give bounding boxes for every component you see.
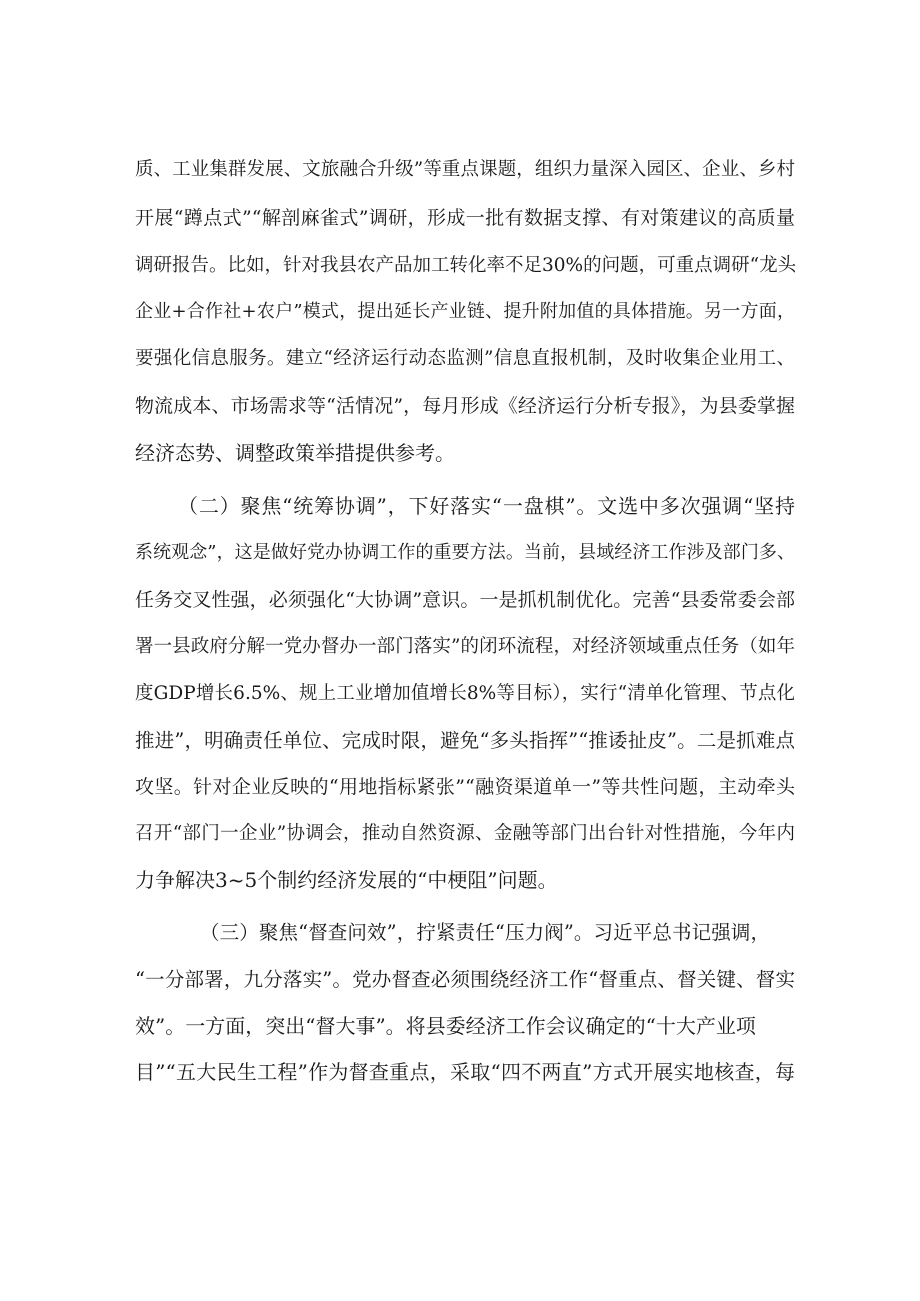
p1-line-7: 经济态势、调整政策举措提供参考。 (135, 441, 455, 465)
p3-line-4: 目”“五大民生工程”作为督查重点，采取“四不两直”方式开展实地核查，每 (135, 1060, 795, 1084)
p3-line-3: 效”。一方面，突出“督大事”。将县委经济工作会议确定的“十大产业项 (135, 1014, 756, 1038)
p2-line-9: 力争解决3~5个制约经济发展的“中梗阻”问题。 (135, 868, 558, 892)
p2-line-7: 攻坚。针对企业反映的“用地指标紧张”“融资渠道单一”等共性问题，主动牵头 (135, 776, 795, 798)
p1-line-4: 企业+合作社+农户”模式，提出延长产业链、提升附加值的具体措施。另一方面， (135, 301, 795, 322)
p1-line-1: 质、工业集群发展、文旅融合升级”等重点课题，组织力量深入园区、企业、乡村 (135, 159, 795, 180)
p2-line-2: 系统观念”，这是做好党办协调工作的重要方法。当前，县域经济工作涉及部门多、 (135, 542, 795, 563)
p1-line-5: 要强化信息服务。建立“经济运行动态监测”信息直报机制，及时收集企业用工、 (135, 348, 795, 369)
p2-line-4: 署一县政府分解一党办督办一部门落实”的闭环流程，对经济领域重点任务（如年 (135, 636, 795, 657)
p1-line-2: 开展“蹲点式”“解剖麻雀式”调研，形成一批有数据支撑、有对策建议的高质量 (135, 207, 795, 229)
p1-line-3: 调研报告。比如，针对我县农产品加工转化率不足30%的问题，可重点调研“龙头 (135, 255, 797, 276)
p2-line-5: 度GDP增长6.5%、规上工业增加值增长8%等目标），实行“清单化管理、节点化 (135, 683, 795, 704)
p2-line-3: 任务交叉性强，必须强化“大协调”意识。一是抓机制优化。完善“县委常委会部 (135, 589, 795, 611)
p3-line-2: “一分部署，九分落实”。党办督查必须围绕经济工作“督重点、督关键、督实 (135, 968, 795, 991)
p3-line-1: （三）聚焦“督查问效”，拧紧责任“压力阀”。习近平总书记强调， (200, 921, 770, 944)
p2-line-8: 召开“部门一企业”协调会，推动自然资源、金融等部门出台针对性措施，今年内 (135, 823, 795, 844)
p1-line-6: 物流成本、市场需求等“活情况”，每月形成《经济运行分析专报》，为县委掌握 (135, 395, 795, 417)
p2-line-6: 推进”，明确责任单位、完成时限，避免“多头指挥”“推诿扯皮”。二是抓难点 (135, 729, 795, 752)
p2-line-1: （二）聚焦“统筹协调”，下好落实“一盘棋”。文选中多次强调“坚持 (178, 494, 795, 518)
